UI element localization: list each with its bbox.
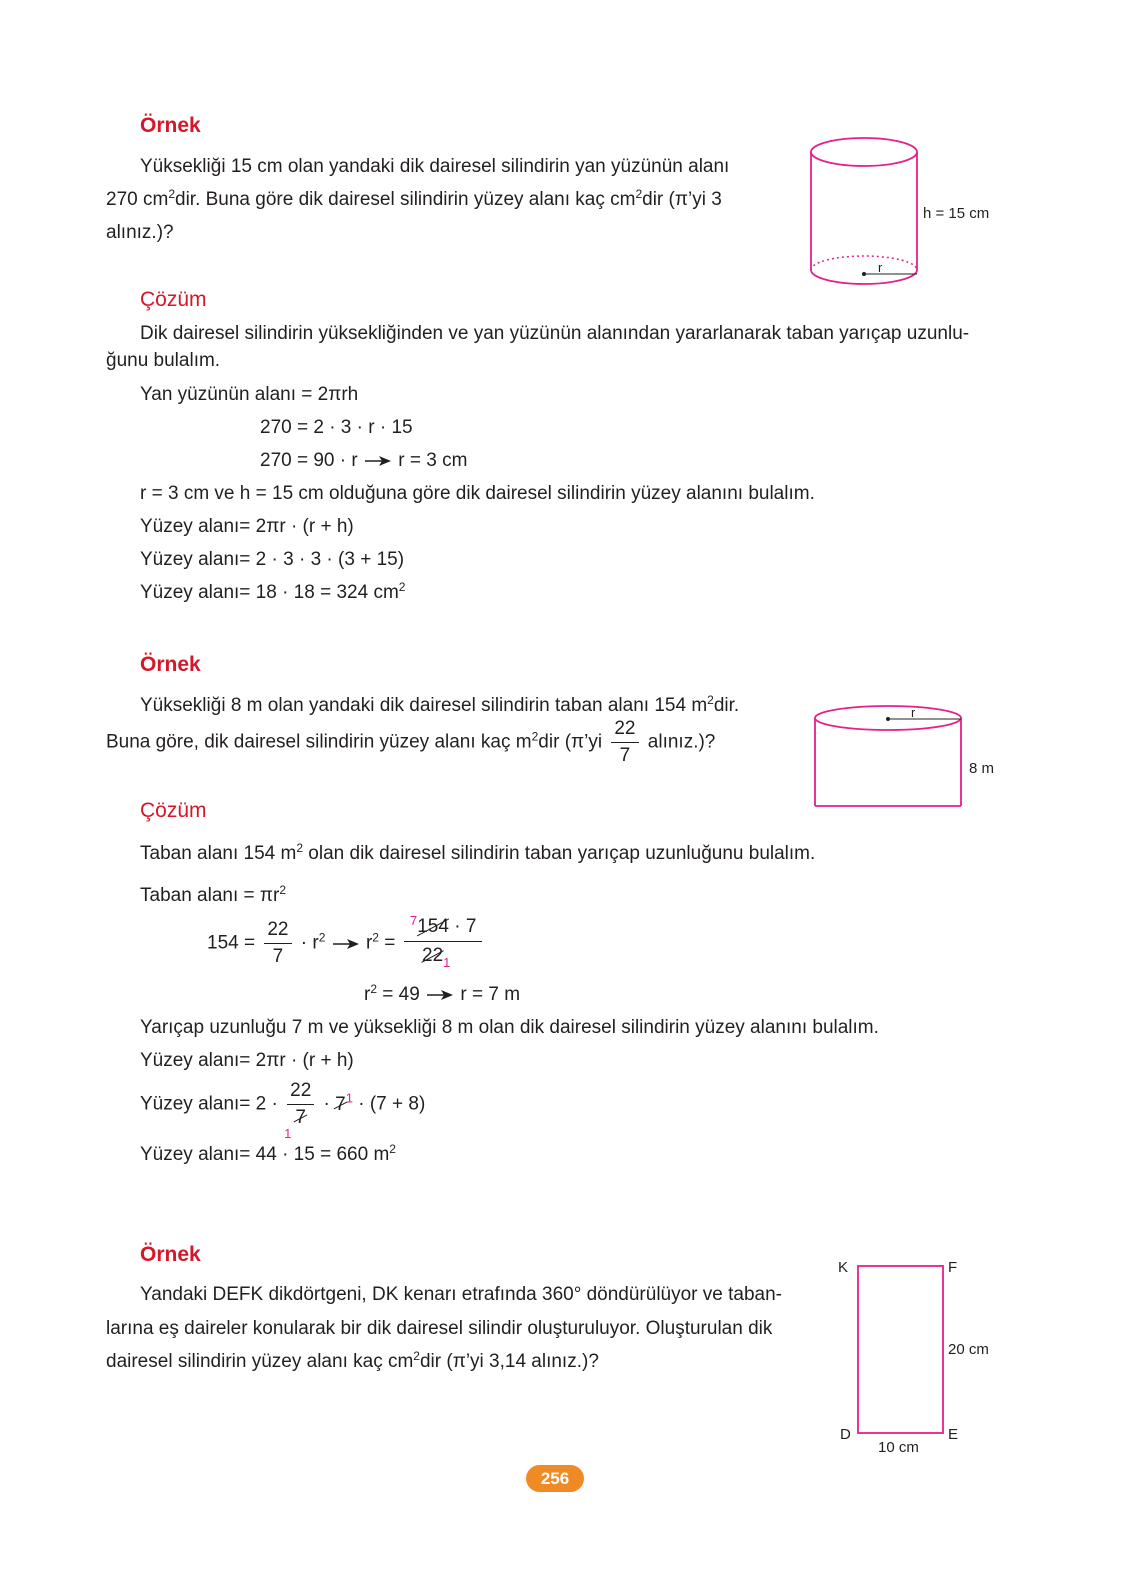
vertex-E: E [948,1426,959,1443]
solution-1-line-6: r = 3 cm ve h = 15 cm olduğuna göre dik dairesel silindirin yüzey alanını bulalım. [140,483,815,504]
solution-1-line-1: Dik dairesel silindirin yüksekliğinden ve yan yüzünün alanından yararlanarak taban yarıçap uzunlu- [140,323,970,344]
width-label-3: 10 cm [878,1439,919,1456]
solution-2-line-8: Yüzey alanı= 44 · 15 = 660 $m^2$ [140,1142,396,1165]
radius-label-1: r [878,260,883,275]
example-2-question-line-1: Yüksekliği 8 m olan yandaki dik dairesel silindirin taban alanı 154 $m^2dir$. [140,693,740,716]
radius-label-2: r [911,705,916,720]
page-number-badge: 256 [526,1465,584,1492]
solution-2-line-5: Yarıçap uzunluğu 7 m ve yüksekliği 8 m olan dik dairesel silindirin yüzey alanını bulalım. [140,1017,879,1038]
pi-fraction: $\frac{22}{7}$ [611,718,638,767]
solution-1-heading: Çözüm [140,288,207,311]
vertex-F: F [948,1259,958,1276]
rectangle-figure [830,1255,1010,1460]
example-1-question-line-1: Yüksekliği 15 cm olan yandaki dik dairesel silindirin yan yüzünün alanı [140,156,730,177]
fraction-22-7: $\frac{22}{7}$ [264,919,291,968]
arrow-icon [333,939,359,949]
solution-2-line-7: Yüzey alanı= 2 · 22 7 1 · $7^1 \cdot (7 + 8)$ [140,1080,426,1141]
simplified-fraction: $^7$154 · 7 $22_1$ [404,916,482,970]
height-label-1: h = 15 cm [923,205,990,222]
arrow-icon [427,990,453,1000]
solution-1-line-9: Yüzey alanı= 18 · 18 = 324 $cm^2$ [140,580,406,603]
solution-1-line-3: Yan yüzünün alanı = 2πrh [140,384,359,405]
example-3-question-line-2: larına eş daireler konularak bir dik dairesel silindir oluşturuluyor. Oluşturulan dik [106,1318,773,1339]
height-label-2: 8 m [969,760,995,777]
example-2-question-line-2: Buna göre, dik dairesel silindirin yüzey alanı kaç $m^2dir$ (π’yi $\frac{22}{7}$ alınız.)? [106,718,716,766]
example-3-heading: Örnek [140,1243,201,1266]
solution-2-line-3: 154 = $\frac{22}{7}$ · $r^2$ $r^2$ = [207,919,396,967]
fraction-22-7-cancel: 22 7 1 [287,1080,314,1129]
solution-1-line-2: ğunu bulalım. [106,350,221,371]
cylinder-figure-2 [810,700,1020,818]
example-1-heading: Örnek [140,114,201,137]
example-1-question-line-2: 270 $cm^2dir$. Buna göre dik dairesel silindirin yüzey alanı kaç $cm^2dir$ (π’yi 3 [106,187,722,210]
example-1-question-line-3: alınız.)? [106,222,174,243]
solution-2-heading: Çözüm [140,799,207,822]
example-2-heading: Örnek [140,653,201,676]
solution-1-line-4: 270 = 2 · 3 · r · 15 [260,417,413,438]
solution-1-line-7: Yüzey alanı= 2πr · (r + h) [140,516,354,537]
solution-2-line-6: Yüzey alanı= 2πr · (r + h) [140,1050,354,1071]
example-3-question-line-1: Yandaki DEFK dikdörtgeni, DK kenarı etrafında 360° döndürülüyor ve taban- [140,1284,783,1305]
vertex-D: D [840,1426,851,1443]
solution-2-line-4: $r^2 = 49$ r = 7 m [364,982,521,1005]
arrow-icon [365,456,391,466]
solution-2-line-1: Taban alanı 154 $m^2$ olan dik dairesel silindirin taban yarıçap uzunluğunu bulalım. [140,841,816,864]
example-3-question-line-3: dairesel silindirin yüzey alanı kaç $cm^2dir$ (π’yi 3,14 alınız.)? [106,1349,599,1372]
solution-1-line-8: Yüzey alanı= 2 · 3 · 3 · (3 + 15) [140,549,405,570]
cylinder-figure-1 [806,132,1006,297]
solution-1-line-5: 270 = 90 · r r = 3 cm [260,450,468,471]
height-label-3: 20 cm [948,1341,989,1358]
solution-2-line-2: Taban alanı = $\pi r^2$ [140,883,287,906]
vertex-K: K [838,1259,849,1276]
